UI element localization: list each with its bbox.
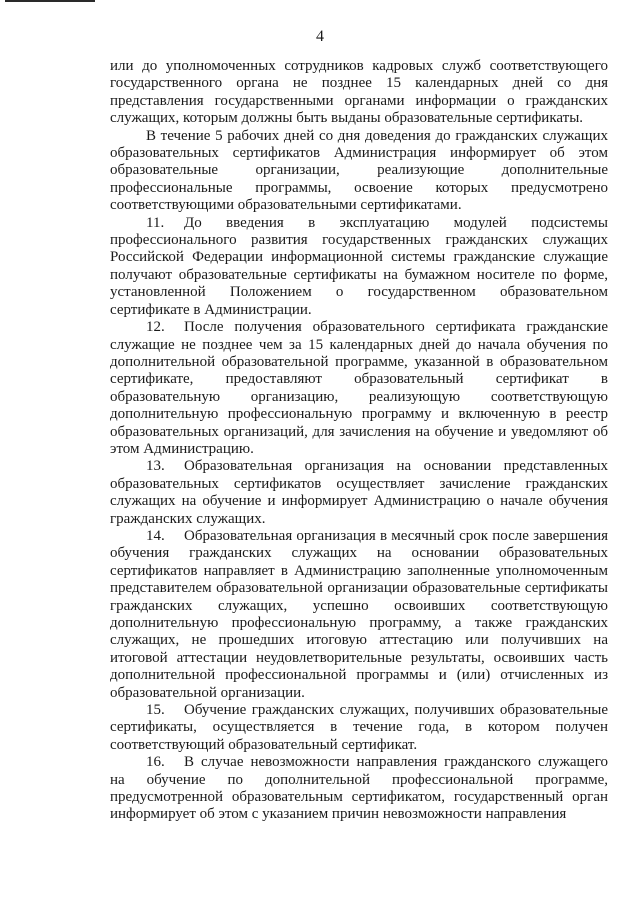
paragraph-text: До введения в эксплуатацию модулей подсистемы профессионального развития государственных гражданских служащих Российской Федерации информационной системы гражданские служащие получают образовательные сертификаты на бумажном носителе по форме, установленной Положением о государственном образовательном сертификате в Администрации. <box>110 214 608 318</box>
paragraph-12 <box>110 319 608 458</box>
paragraph-number: 14. <box>146 527 165 544</box>
top-border-mark <box>5 0 95 2</box>
paragraph-text: После получения образовательного сертификата гражданские служащие не позднее чем за 15 календарных дней до начала обучения по дополнительной образовательной программе, указанной в образовательном сертификате, предоставляют образовательный сертификат в образовательную организацию, реализующую соответствующую дополнительную профессиональную программу и включенную в реестр образовательных организаций, для зачисления на обучение и уведомляют об этом Администрацию. <box>110 319 608 457</box>
paragraph-16 <box>110 754 608 824</box>
paragraph-number: 13. <box>146 458 165 475</box>
paragraph-number: 16. <box>146 754 165 771</box>
paragraph-notification <box>110 128 608 215</box>
paragraph-15 <box>110 702 608 754</box>
paragraph-continuation <box>110 58 608 128</box>
paragraph-11 <box>110 215 608 319</box>
paragraph-number: 11. <box>146 214 165 231</box>
paragraph-text: Образовательная организация на основании представленных образовательных сертификатов осуществляет зачисление гражданских служащих на обучение и информирует Администрацию о начале обучения гражданских служащих. <box>110 458 608 527</box>
paragraph-text: Обучение гражданских служащих, получивших образовательные сертификаты, осуществляется в течение года, в котором получен соответствующий образовательный сертификат. <box>110 702 608 753</box>
paragraph-text: Образовательная организация в месячный срок после завершения обучения гражданских служащих на основании образовательных сертификатов направляет в Администрацию заполненные уполномоченным представителем образовательной организации образовательные сертификаты гражданских служащих, успешно освоивших соответствующую дополнительную профессиональную программу, а также гражданских служащих, не прошедших итоговую аттестацию или получивших на итоговой аттестации неудовлетворительные результаты, освоивших часть дополнительной профессиональной программы и (или) отчисленных из образовательной организации. <box>110 527 608 701</box>
page-number: 4 <box>316 28 324 45</box>
document-body <box>110 58 608 824</box>
paragraph-13 <box>110 458 608 528</box>
paragraph-text: В течение 5 рабочих дней со дня доведения до гражданских служащих образовательных сертификатов Администрация информирует об этом образовательные организации, реализующие дополнительные профессиональные программы, освоение которых предусмотрено соответствующими образовательными сертификатами. <box>110 127 608 214</box>
paragraph-text: или до уполномоченных сотрудников кадровых служб соответствующего государственного органа не позднее 15 календарных дней со дня представления государственными органами информации о гражданских служащих, которым должны быть выданы образовательные сертификаты. <box>110 58 608 127</box>
paragraph-number: 12. <box>146 319 165 336</box>
paragraph-number: 15. <box>146 702 165 719</box>
paragraph-text: В случае невозможности направления гражданского служащего на обучение по дополнительной профессиональной программе, предусмотренной образовательным сертификатом, государственный орган информирует об этом с указанием причин невозможности направления <box>110 754 608 823</box>
paragraph-14 <box>110 528 608 702</box>
